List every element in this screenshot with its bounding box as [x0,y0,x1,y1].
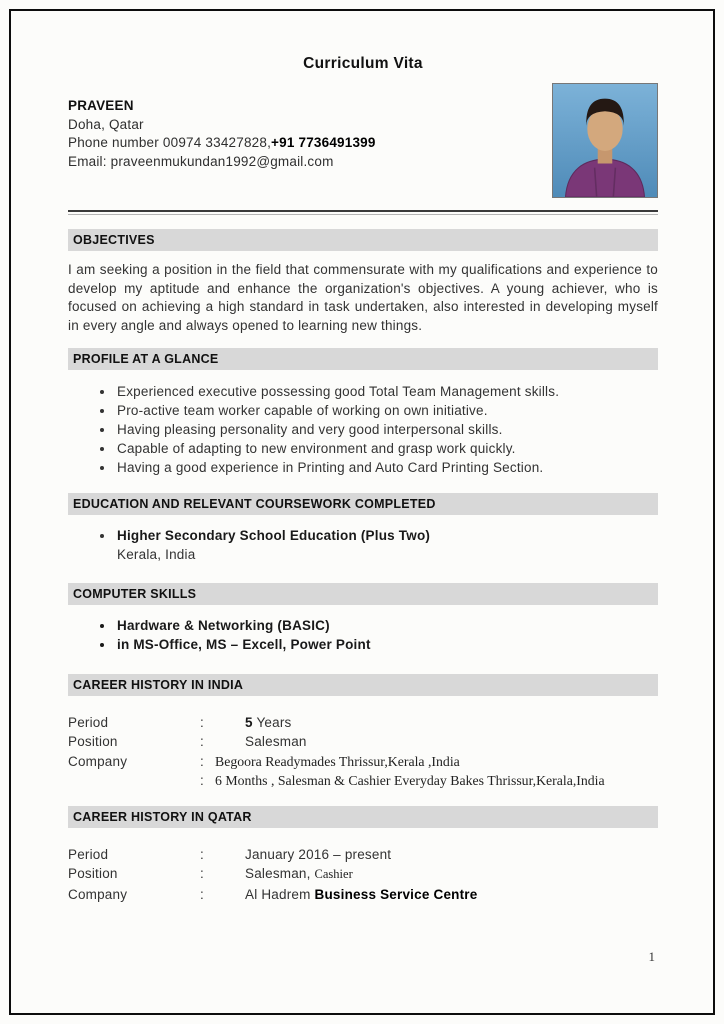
row-label: Company [68,886,128,902]
row-value: January 2016 – present [245,846,392,862]
section-heading-profile: PROFILE AT A GLANCE [68,348,658,370]
bullet-item: • Experienced executive possessing good Total Team Management skills. [115,383,658,402]
table-row [68,771,658,791]
contact-phone [68,134,376,153]
career-qatar-table [68,845,658,905]
contact-block [68,97,376,198]
row-value: Begoora Readymades Thrissur,Kerala ,India [215,753,460,769]
page-title: Curriculum Vita [303,55,423,72]
section-objectives [68,229,658,335]
education-location: Kerala, India [117,547,196,563]
period-years-text: Years [256,714,292,730]
row-label: Company [68,753,128,769]
row-label [68,771,200,791]
company-name-bold: Business Service Centre [314,886,478,902]
bullet-item: • Pro-active team worker capable of working on own initiative. [115,402,658,421]
table-row [68,845,658,865]
section-computer-skills [68,583,658,655]
section-heading-career-india: CAREER HISTORY IN INDIA [68,674,658,696]
table-row [68,885,658,905]
position-extra: Cashier [314,867,353,882]
row-colon: : [200,714,204,730]
applicant-photo [552,83,658,198]
profile-bullet-list [68,383,658,477]
row-value [245,864,658,885]
row-colon: : [200,773,204,789]
row-value: Salesman [245,734,307,750]
section-heading-career-qatar: CAREER HISTORY IN QATAR [68,806,658,828]
table-row [68,864,658,885]
education-list [68,527,658,565]
portrait-graphic [553,84,657,197]
header [68,97,658,198]
row-label: Position [68,734,118,750]
career-india-table [68,713,658,791]
bullet-item [115,527,658,565]
page-number: 1 [648,949,655,964]
row-value [245,885,658,905]
row-colon: : [200,866,204,882]
section-heading-education: EDUCATION AND RELEVANT COURSEWORK COMPLETED [68,493,658,515]
section-career-india [68,674,658,791]
bullet-item: • in MS-Office, MS – Excell, Power Point [115,636,658,655]
position-main: Salesman, [245,866,311,882]
contact-email: Email: praveenmukundan1992@gmail.com [68,153,334,169]
section-heading-objectives: OBJECTIVES [68,229,658,251]
company-name: Al Hadrem [245,886,311,902]
row-colon: : [200,846,204,862]
phone-number-text: Phone number 00974 33427828, [68,135,272,150]
section-career-qatar [68,806,658,905]
section-profile [68,348,658,477]
contact-location: Doha, Qatar [68,116,144,132]
row-label: Period [68,714,109,730]
row-value [245,713,658,733]
contact-name: PRAVEEN [68,98,134,113]
section-education [68,493,658,565]
objectives-text: I am seeking a position in the field that commensurate with my qualifications and experience to develop my aptitude and enhance the organization's objectives. A young achiever, who is focused on achieving a high standard in task undertaken, also interested in developing myself in every angle and always opened to learning new things. [68,262,658,333]
bullet-item: • Capable of adapting to new environment and grasp work quickly. [115,440,658,459]
bullet-item: • Having pleasing personality and very good interpersonal skills. [115,421,658,440]
period-years-number: 5 [245,714,253,730]
row-colon: : [200,886,204,902]
bullet-item: • Hardware & Networking (BASIC) [115,617,658,636]
row-label: Position [68,866,118,882]
row-label: Period [68,846,109,862]
computer-skills-list [68,617,658,655]
page-border [9,9,715,1015]
row-value: 6 Months , Salesman & Cashier Everyday Bakes Thrissur,Kerala,India [215,773,605,789]
table-row [68,732,658,752]
phone-number-bold: +91 7736491399 [271,135,376,150]
row-colon: : [200,753,204,769]
section-heading-computer-skills: COMPUTER SKILLS [68,583,658,605]
table-row [68,713,658,733]
bullet-item: • Having a good experience in Printing and Auto Card Printing Section. [115,459,658,478]
table-row [68,752,658,772]
education-degree: Higher Secondary School Education (Plus Two) [117,528,431,544]
divider [68,210,658,215]
row-colon: : [200,734,204,750]
